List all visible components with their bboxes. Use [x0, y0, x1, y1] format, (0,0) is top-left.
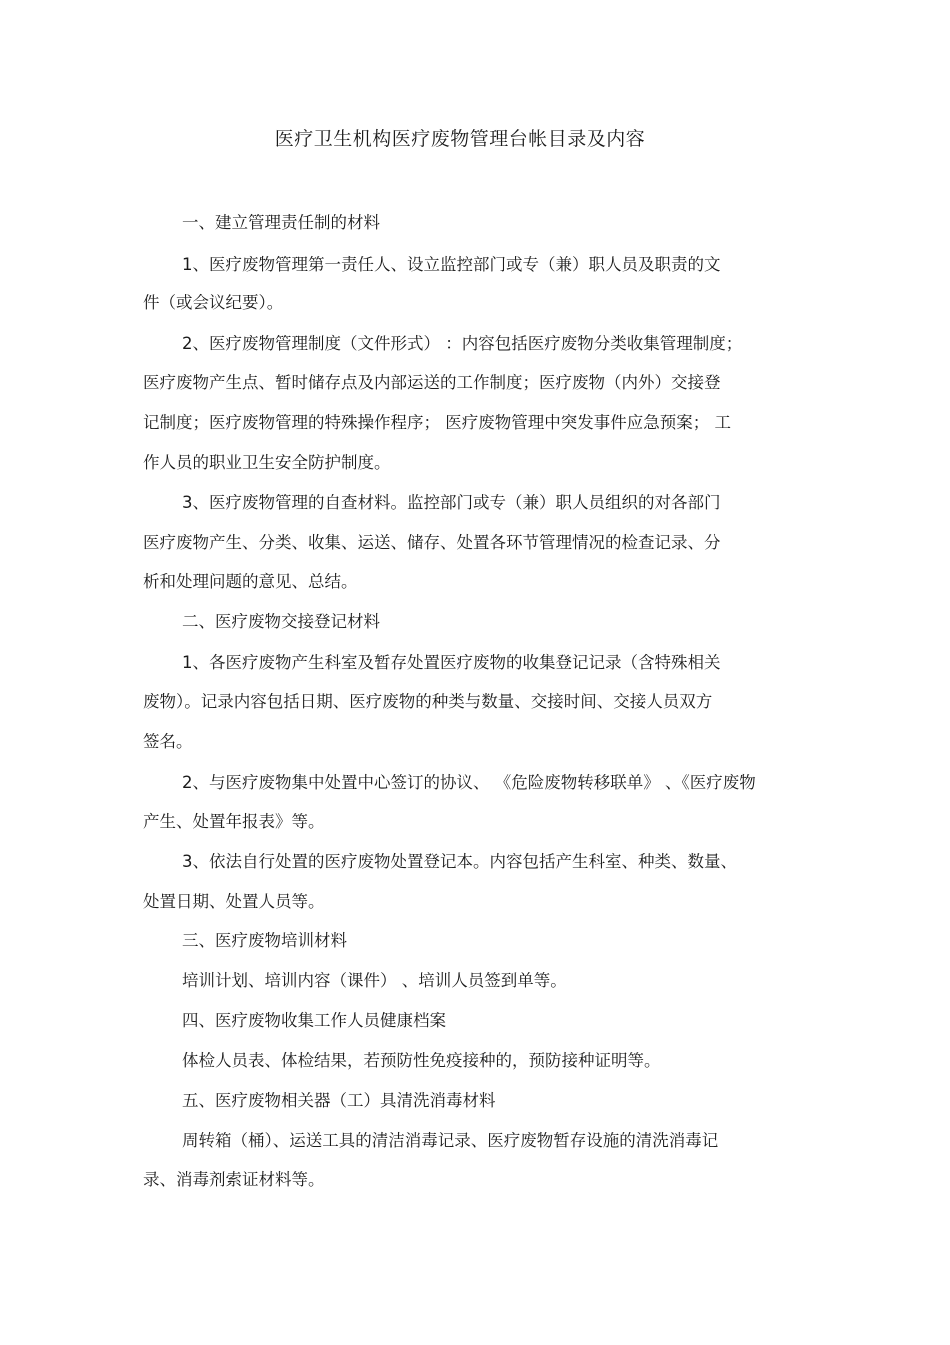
document-title: 医疗卫生机构医疗废物管理台帐目录及内容	[274, 128, 646, 150]
paragraph-line: 周转箱（桶）、运送工具的清洁消毒记录、医疗废物暂存设施的清洗消毒记	[182, 1131, 719, 1150]
section-heading-2: 二、医疗废物交接登记材料	[182, 612, 380, 631]
section-heading-5: 五、医疗废物相关器（工）具清洗消毒材料	[182, 1091, 496, 1110]
paragraph-line: 1、医疗废物管理第一责任人、设立监控部门或专（兼）职人员及职责的文	[182, 255, 721, 274]
paragraph-line: 医疗废物产生、分类、收集、运送、储存、处置各环节管理情况的检查记录、分	[143, 533, 721, 552]
paragraph-line: 废物）。记录内容包括日期、医疗废物的种类与数量、交接时间、交接人员双方	[143, 692, 713, 711]
section-heading-1: 一、建立管理责任制的材料	[182, 213, 380, 232]
paragraph-line: 3、依法自行处置的医疗废物处置登记本。内容包括产生科室、种类、数量、	[182, 852, 737, 871]
paragraph-line: 析和处理问题的意见、总结。	[143, 572, 358, 591]
paragraph-line: 录、消毒剂索证材料等。	[143, 1170, 325, 1189]
paragraph-line: 处置日期、处置人员等。	[143, 892, 325, 911]
paragraph-line: 3、医疗废物管理的自查材料。监控部门或专（兼）职人员组织的对各部门	[182, 493, 721, 512]
paragraph-line: 件（或会议纪要）。	[143, 293, 284, 312]
section-heading-3: 三、医疗废物培训材料	[182, 931, 347, 950]
paragraph-line: 作人员的职业卫生安全防护制度。	[143, 453, 391, 472]
paragraph-line: 医疗废物产生点、暂时储存点及内部运送的工作制度；医疗废物（内外）交接登	[143, 373, 721, 392]
paragraph-line: 2、医疗废物管理制度（文件形式） ：内容包括医疗废物分类收集管理制度；	[182, 334, 743, 353]
paragraph-line: 产生、处置年报表》等。	[143, 812, 325, 831]
section-heading-4: 四、医疗废物收集工作人员健康档案	[182, 1011, 446, 1030]
paragraph-line: 体检人员表、体检结果，若预防性免疫接种的，预防接种证明等。	[182, 1051, 661, 1070]
paragraph-line: 记制度；医疗废物管理的特殊操作程序； 医疗废物管理中突发事件应急预案； 工	[143, 413, 731, 432]
paragraph-line: 1、各医疗废物产生科室及暂存处置医疗废物的收集登记记录（含特殊相关	[182, 653, 721, 672]
paragraph-line: 培训计划、培训内容（课件） 、培训人员签到单等。	[182, 971, 567, 990]
paragraph-line: 签名。	[143, 732, 193, 751]
paragraph-line: 2、与医疗废物集中处置中心签订的协议、 《危险废物转移联单》 、《医疗废物	[182, 773, 756, 792]
